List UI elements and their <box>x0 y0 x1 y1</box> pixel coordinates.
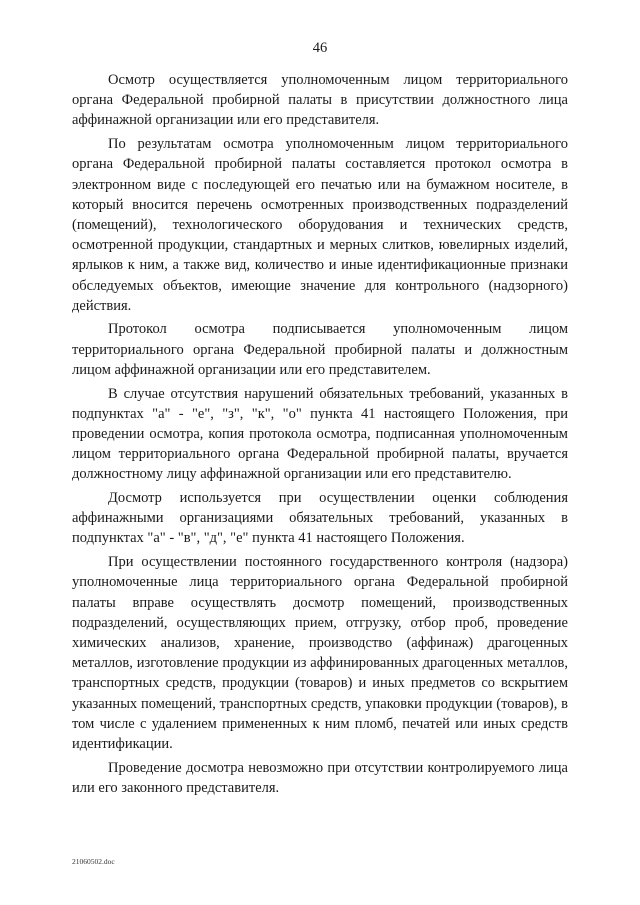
paragraph-1: Осмотр осуществляется уполномоченным лицом территориального органа Федеральной пробирной палаты в присутствии должностного лица аффинажной организации или его представителя. <box>72 72 568 129</box>
paragraph-5: Досмотр используется при осуществлении оценки соблюдения аффинажными организациями обязательных требований, указанных в подпунктах "а" - "в", "д", "е" пункта 41 настоящего Положения. <box>72 490 568 547</box>
paragraph-7: Проведение досмотра невозможно при отсутствии контролируемого лица или его законного представителя. <box>72 759 568 796</box>
paragraph-6: При осуществлении постоянного государственного контроля (надзора) уполномоченные лица территориального органа Федеральной пробирной палаты вправе осуществлять досмотр помещений, производственных подразделений, осуществляющих прием, отгрузку, отбор проб, проведение химических анализов, хранение, производство (аффинаж) драгоценных металлов, изготовление продукции из аффинированных драгоценных металлов, транспортных средств, продукции (товаров) и иных предметов со вскрытием указанных помещений, транспортных средств, упаковки продукции (товаров), в том числе с удалением примененных к ним пломб, печатей или иных средств идентификации. <box>72 554 568 752</box>
document-body <box>72 70 568 802</box>
paragraph-2: По результатам осмотра уполномоченным лицом территориального органа Федеральной пробирной палаты составляется протокол осмотра в электронном виде с последующей его печатью или на бумажном носителе, в который вносится перечень осмотренных производственных подразделений (помещений), технологического оборудования и технических средств, осмотренной продукции, стандартных и мерных слитков, ювелирных изделий, ярлыков к ним, а также вид, количество и иные идентификационные признаки обследуемых объектов, имеющие значение для контрольного (надзорного) действия. <box>72 136 568 314</box>
page-number: 46 <box>312 40 328 56</box>
file-name-footer: 21060502.doc <box>72 857 115 866</box>
paragraph-4: В случае отсутствия нарушений обязательных требований, указанных в подпунктах "а" - "е", "з", "к", "о" пункта 41 настоящего Положения, при проведении осмотра, копия протокола осмотра, подписанная уполномоченным лицом территориального органа Федеральной пробирной палаты, вручается должностному лицу аффинажной организации или его представителю. <box>72 385 568 483</box>
paragraph-3: Протокол осмотра подписывается уполномоченным лицом территориального органа Федеральной пробирной палаты и должностным лицом аффинажной организации или его представителем. <box>72 321 568 378</box>
